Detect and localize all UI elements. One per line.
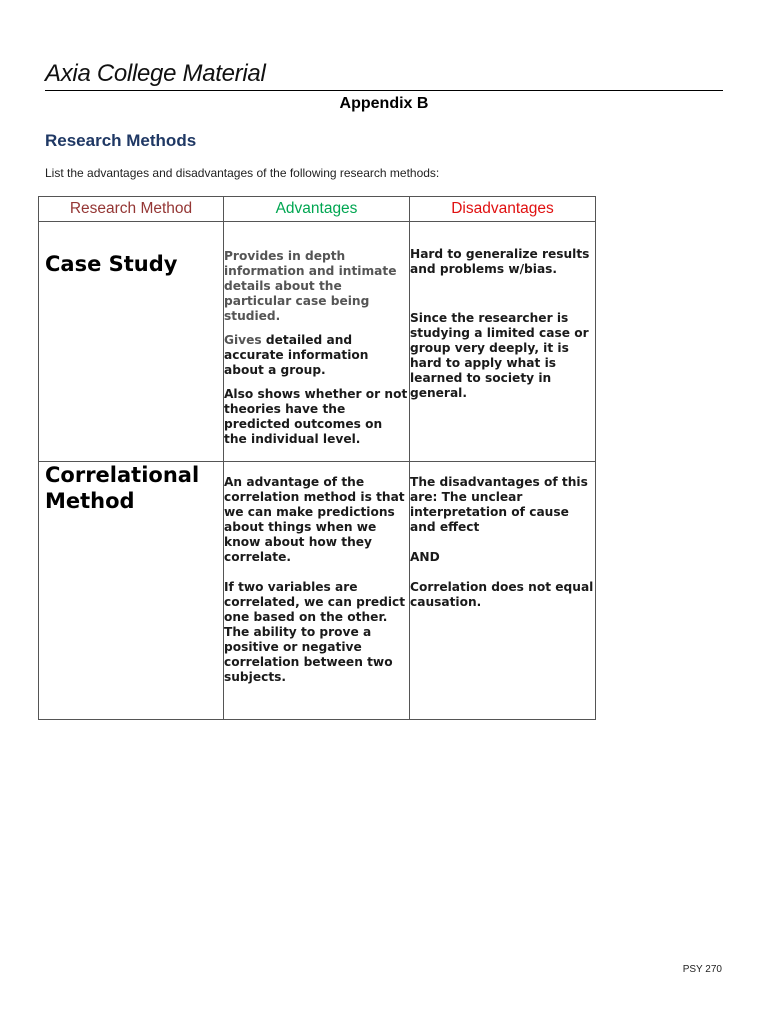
disadvantages-cell <box>410 462 596 720</box>
appendix-title: Appendix B <box>339 95 429 112</box>
table-header-row <box>39 197 596 222</box>
column-header-advantages: Advantages <box>224 197 410 222</box>
advantages-cell <box>224 462 410 720</box>
disadvantage-paragraph: Since the researcher is studying a limited case or group very deeply, it is hard to apply what is learned to society in general. <box>410 311 589 400</box>
section-heading: Research Methods <box>45 131 197 150</box>
advantage-rest: detailed and accurate information about a group. <box>224 333 369 377</box>
advantage-prefix: Gives <box>224 333 262 347</box>
advantage-paragraph: Provides in depth information and intimate details about the particular case being studied. <box>224 249 397 323</box>
method-name-case-study: Case Study <box>45 252 178 276</box>
disadvantages-text <box>410 222 595 401</box>
disadvantages-cell <box>410 222 596 462</box>
table-row-correlational-method <box>39 462 596 720</box>
disadvantage-paragraph: The disadvantages of this are: The unclear interpretation of cause and effect <box>410 475 588 534</box>
advantages-text <box>224 462 409 685</box>
footer-course-code: PSY 270 <box>682 964 722 975</box>
disadvantage-paragraph: Hard to generalize results and problems w/bias. <box>410 247 590 276</box>
disadvantage-paragraph: Correlation does not equal causation. <box>410 580 594 609</box>
advantages-text <box>224 222 409 447</box>
method-name-line: Correlational <box>45 463 200 487</box>
table-row-case-study <box>39 222 596 462</box>
research-methods-table <box>38 196 596 720</box>
advantage-paragraph: An advantage of the correlation method is that we can make predictions about things when we know about how they correlate. <box>224 475 405 564</box>
document-header-title: Axia College Material <box>45 60 266 87</box>
advantages-cell <box>224 222 410 462</box>
advantage-paragraph <box>224 333 409 378</box>
instructions-text: List the advantages and disadvantages of the following research methods: <box>45 166 440 180</box>
method-name-correlational <box>39 462 223 514</box>
advantage-paragraph: If two variables are correlated, we can predict one based on the other. The ability to prove a positive or negative correlation between two subjects. <box>224 580 406 684</box>
disadvantage-paragraph: AND <box>410 550 440 564</box>
column-header-research-method: Research Method <box>39 197 224 222</box>
method-name-line: Method <box>45 489 135 513</box>
header-divider <box>45 90 723 91</box>
advantage-paragraph: Also shows whether or not theories have the predicted outcomes on the individual level. <box>224 387 408 446</box>
disadvantages-text <box>410 462 595 610</box>
method-cell <box>39 462 224 720</box>
method-cell <box>39 222 224 462</box>
column-header-disadvantages: Disadvantages <box>410 197 596 222</box>
